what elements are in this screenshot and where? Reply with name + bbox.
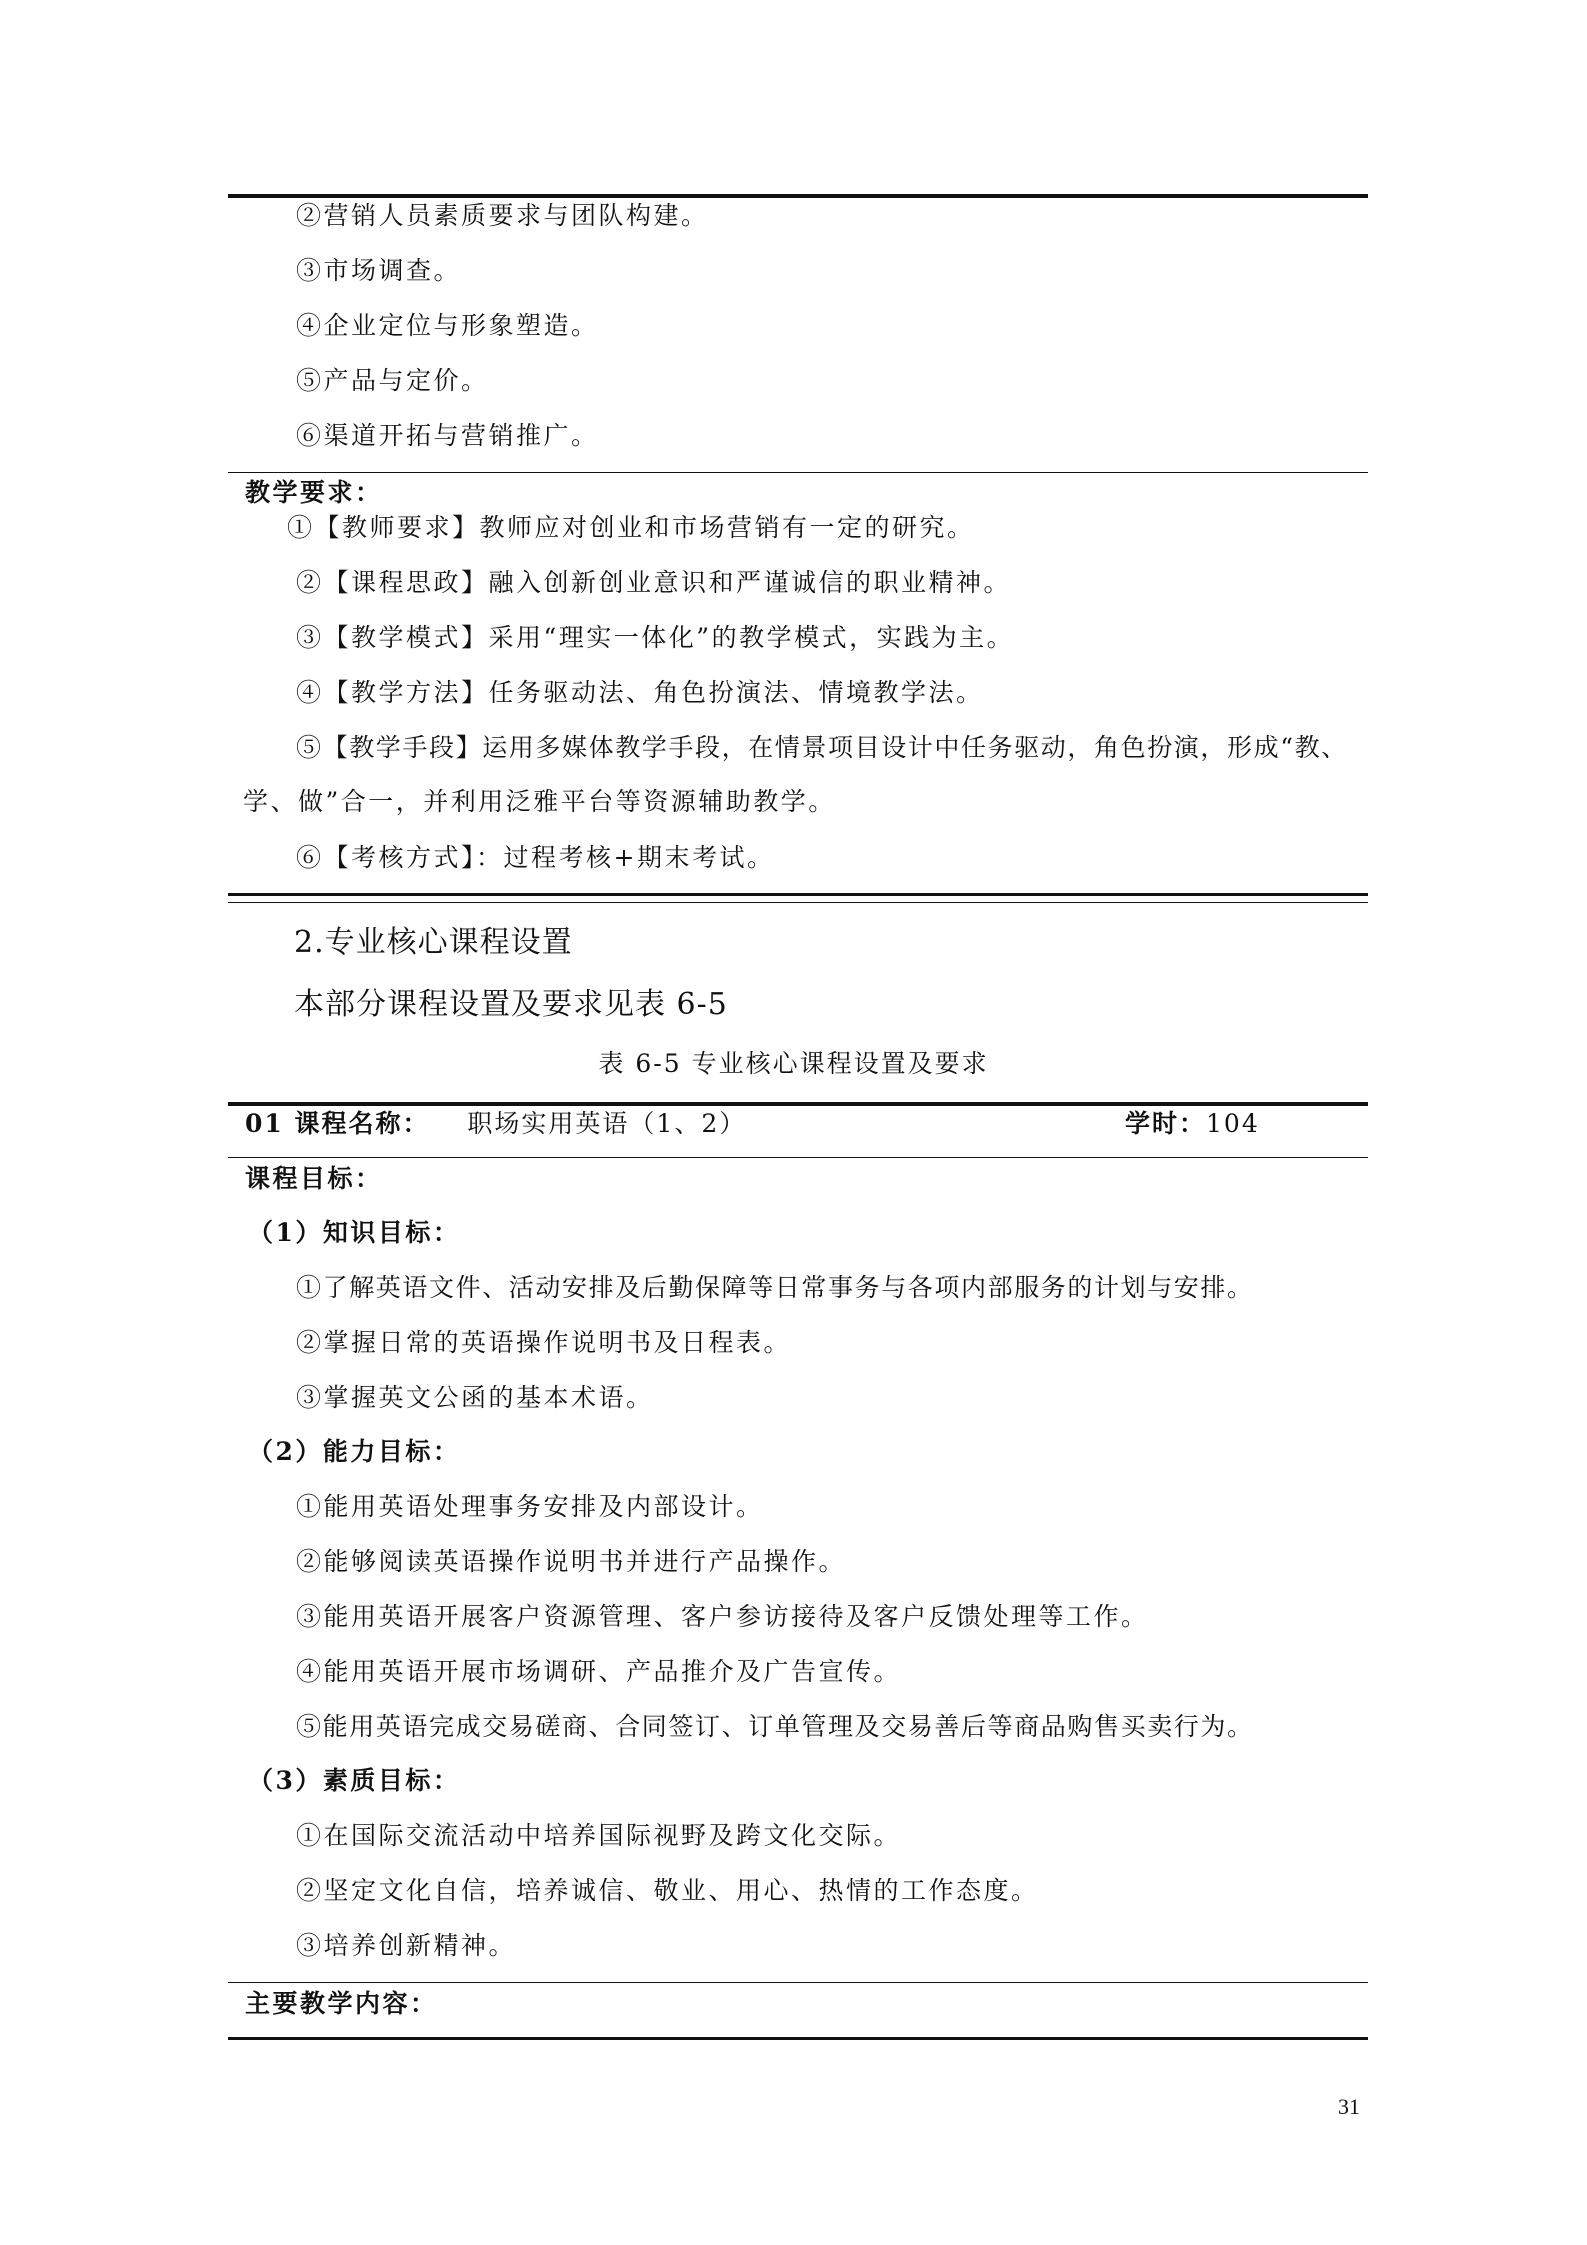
requirement-item: ①【教师要求】教师应对创业和市场营销有一定的研究。 [287,513,975,542]
table-caption: 表 6-5 专业核心课程设置及要求 [598,1049,989,1078]
content-item: ③市场调查。 [296,256,462,285]
table-bottom-rule [228,893,1368,903]
requirement-item: 学、做”合一，并利用泛雅平台等资源辅助教学。 [243,787,836,816]
course-hours-label: 学时： [1125,1109,1207,1138]
ability-item: ④能用英语开展市场调研、产品推介及广告宣传。 [296,1657,902,1686]
content-item: ④企业定位与形象塑造。 [296,311,599,340]
course-name-row [245,1108,746,1140]
course-name-label: 01 课程名称： [245,1109,430,1138]
course-goals-heading: 课程目标： [245,1164,383,1193]
knowledge-item: ②掌握日常的英语操作说明书及日程表。 [296,1328,792,1357]
ability-item: ①能用英语处理事务安排及内部设计。 [296,1492,764,1521]
course-hours-value: 104 [1206,1109,1260,1138]
ability-goals-heading: （2）能力目标： [248,1437,461,1466]
quality-item: ①在国际交流活动中培养国际视野及跨文化交际。 [296,1821,902,1850]
content-item: ②营销人员素质要求与团队构建。 [296,201,709,230]
requirement-item: ④【教学方法】任务驱动法、角色扮演法、情境教学法。 [296,678,984,707]
requirement-item: ⑥【考核方式】：过程考核+期末考试。 [296,843,775,872]
requirement-item: ③【教学模式】采用“理实一体化”的教学模式，实践为主。 [296,623,1015,652]
quality-goals-heading: （3）素质目标： [248,1766,461,1795]
section-intro: 本部分课程设置及要求见表 6-5 [294,987,728,1022]
table-top-rule [228,1102,1368,1106]
page-number: 31 [1338,2094,1360,2119]
quality-item: ③培养创新精神。 [296,1931,517,1960]
table-bottom-rule [228,2037,1368,2040]
content-item: ⑥渠道开拓与营销推广。 [296,421,599,450]
knowledge-item: ③掌握英文公函的基本术语。 [296,1383,654,1412]
row-divider [228,1982,1368,1983]
content-item: ⑤产品与定价。 [296,366,489,395]
knowledge-goals-heading: （1）知识目标： [248,1218,461,1247]
ability-item: ②能够阅读英语操作说明书并进行产品操作。 [296,1547,847,1576]
course-hours [1125,1108,1260,1140]
requirement-item: ⑤【教学手段】运用多媒体教学手段，在情景项目设计中任务驱动，角色扮演，形成“教、 [296,733,1348,762]
row-divider [228,472,1368,473]
ability-item: ③能用英语开展客户资源管理、客户参访接待及客户反馈处理等工作。 [296,1602,1149,1631]
requirement-item: ②【课程思政】融入创新创业意识和严谨诚信的职业精神。 [296,568,1012,597]
knowledge-item: ①了解英语文件、活动安排及后勤保障等日常事务与各项内部服务的计划与安排。 [296,1273,1254,1302]
row-divider [228,1157,1368,1158]
course-name-value: 职场实用英语（1、2） [467,1109,747,1138]
quality-item: ②坚定文化自信，培养诚信、敬业、用心、热情的工作态度。 [296,1876,1039,1905]
ability-item: ⑤能用英语完成交易磋商、合同签订、订单管理及交易善后等商品购售买卖行为。 [296,1712,1254,1741]
main-content-heading: 主要教学内容： [245,1989,438,2018]
table-top-rule [228,194,1368,198]
section-title: 2.专业核心课程设置 [294,925,573,960]
teaching-requirements-heading: 教学要求： [245,478,383,507]
